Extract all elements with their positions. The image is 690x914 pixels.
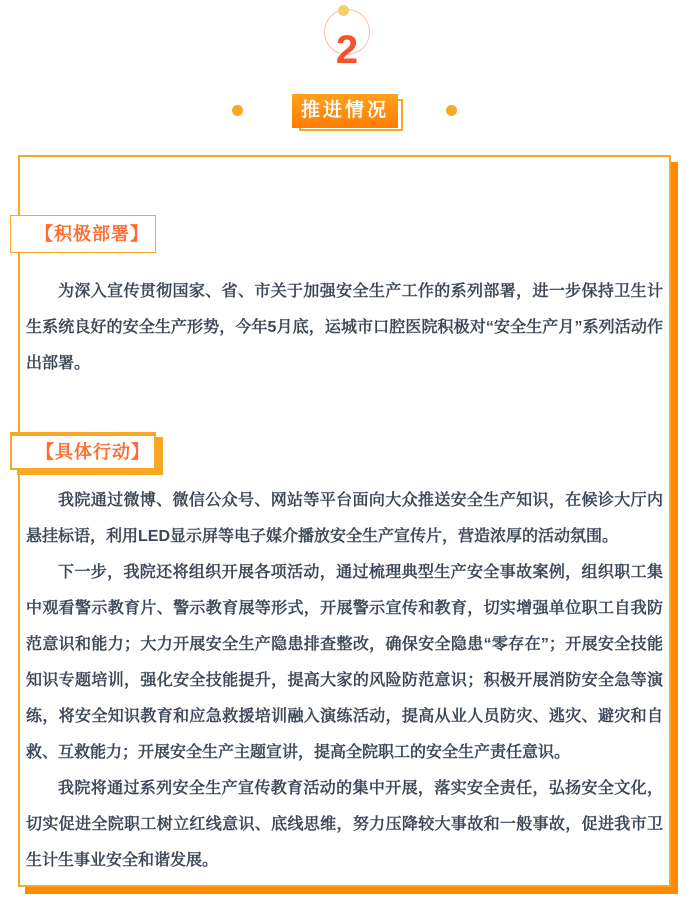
paragraph: 为深入宣传贯彻国家、省、市关于加强安全生产工作的系列部署，进一步保持卫生计生系统良好的安全生产形势，今年5月底，运城市口腔医院积极对“安全生产月”系列活动作出部署。 xyxy=(26,283,663,372)
paragraph: 我院通过微博、微信公众号、网站等平台面向大众推送安全生产知识，在候诊大厅内悬挂标语，利用LED显示屏等电子媒介播放安全生产宣传片，营造浓厚的活动氛围。 xyxy=(26,492,663,545)
circle-dot-icon xyxy=(338,5,349,16)
content-card xyxy=(18,155,671,887)
section-badge: 推进情况 xyxy=(292,94,398,128)
badge-row xyxy=(0,94,690,134)
section-number: 2 xyxy=(335,28,359,72)
section-header-specific-actions: 【具体行动】 xyxy=(10,432,156,470)
section-header-active-deployment: 【积极部署】 xyxy=(10,215,156,253)
section-body-specific-actions xyxy=(26,483,663,879)
right-dot-icon xyxy=(446,105,457,116)
paragraph: 我院将通过系列安全生产宣传教育活动的集中开展，落实安全责任，弘扬安全文化，切实促进全院职工树立红线意识、底线思维，努力压降较大事故和一般事故，促进我市卫生计生事业安全和谐发展。 xyxy=(26,780,663,869)
left-dot-icon xyxy=(232,105,243,116)
section-badge-wrap xyxy=(292,94,398,128)
section-number-decoration xyxy=(322,7,372,77)
paragraph: 下一步，我院还将组织开展各项活动，通过梳理典型生产安全事故案例，组织职工集中观看警示教育片、警示教育展等形式，开展警示宣传和教育，切实增强单位职工自我防范意识和能力；大力开展安全生产隐患排查整改，确保安全隐患“零存在”；开展安全技能知识专题培训，强化安全技能提升，提高大家的风险防范意识；积极开展消防安全急等演练，将安全知识教育和应急救援培训融入演练活动，提高从业人员防灾、逃灾、避灾和自救、互救能力；开展安全生产主题宣讲，提高全院职工的安全生产责任意识。 xyxy=(26,564,663,761)
section-body-active-deployment xyxy=(26,274,663,382)
